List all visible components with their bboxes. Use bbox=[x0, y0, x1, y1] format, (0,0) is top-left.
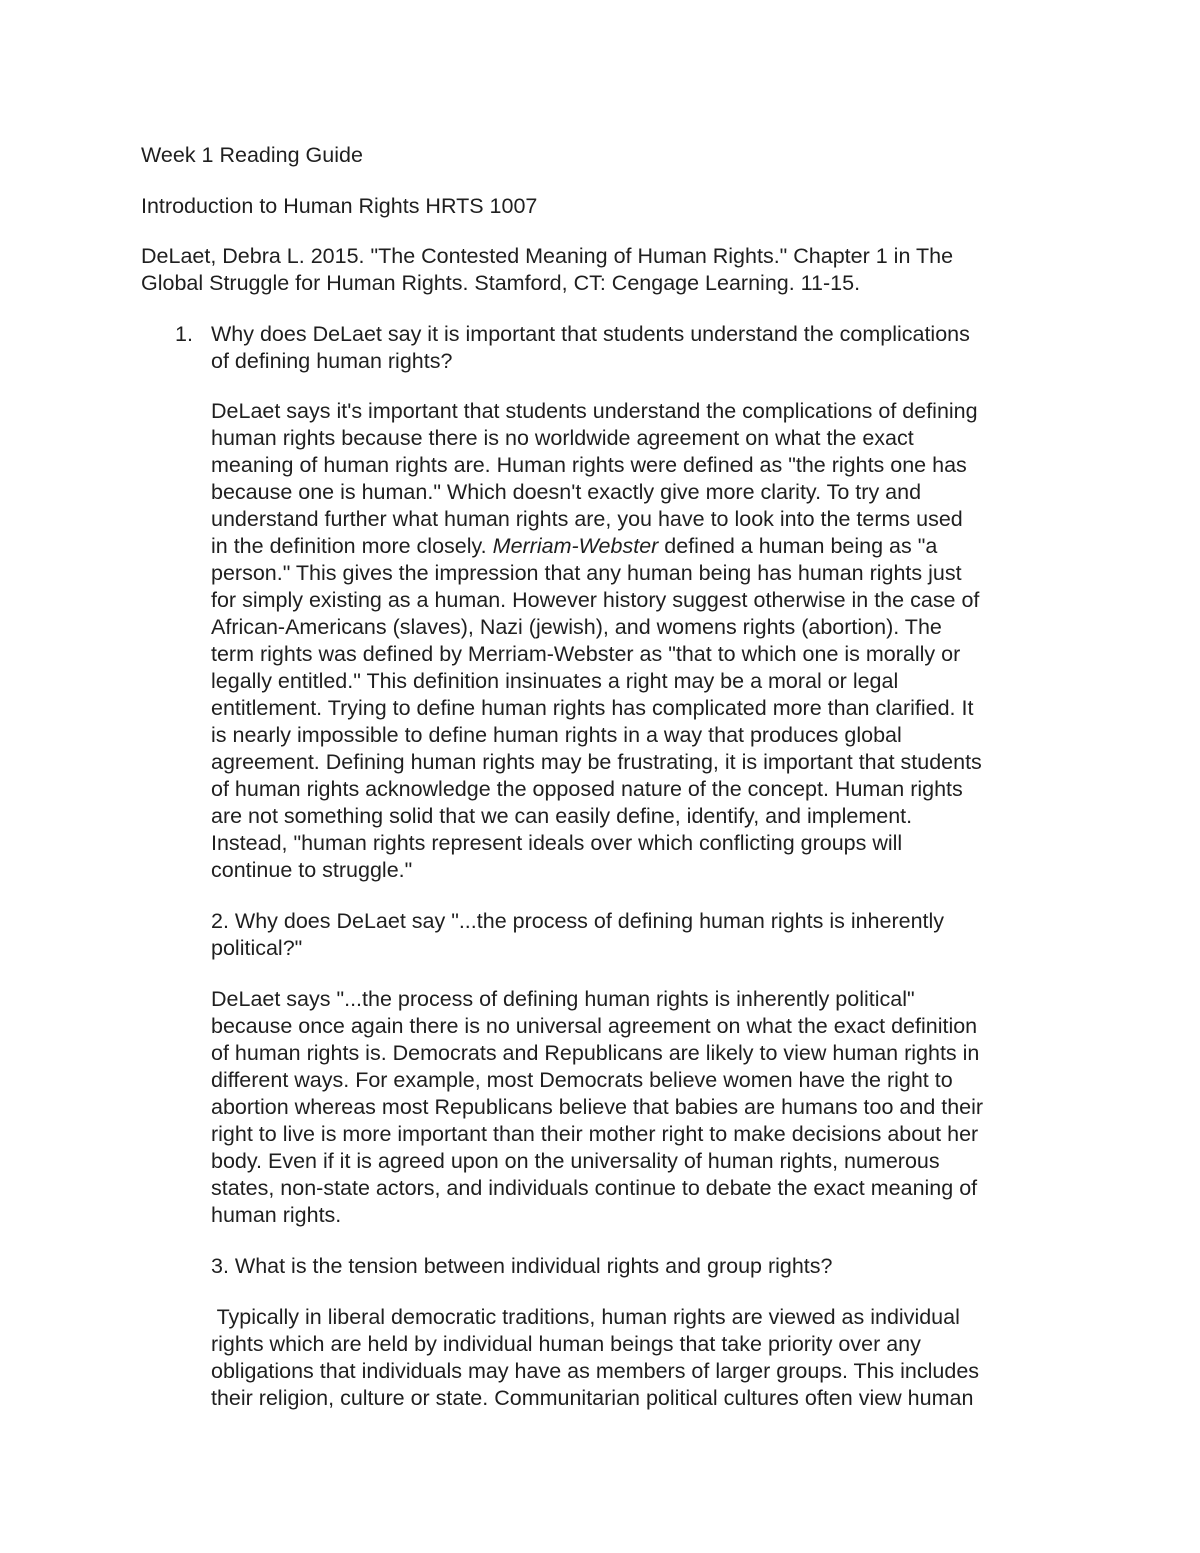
answer-line: right to live is more important than their mother right to make decisions about her bbox=[211, 1122, 979, 1146]
answer-line: DeLaet says it's important that students understand the complications of defining bbox=[211, 399, 978, 423]
question-number: 1. bbox=[175, 322, 193, 346]
answer-line: are not something solid that we can easily define, identify, and implement. bbox=[211, 804, 913, 828]
answer-line: states, non-state actors, and individuals continue to debate the exact meaning of bbox=[211, 1176, 978, 1200]
answer-line: abortion whereas most Republicans believe that babies are humans too and their bbox=[211, 1095, 984, 1119]
question-text: 2. Why does DeLaet say "...the process of defining human rights is inherently bbox=[211, 909, 945, 933]
question-text: 3. What is the tension between individual rights and group rights? bbox=[211, 1254, 833, 1278]
question-text: of defining human rights? bbox=[211, 349, 453, 373]
citation-line: DeLaet, Debra L. 2015. "The Contested Meaning of Human Rights." Chapter 1 in The bbox=[141, 244, 954, 268]
answer-line: their religion, culture or state. Communitarian political cultures often view human bbox=[211, 1386, 974, 1410]
answer-line: person." This gives the impression that any human being has human rights just bbox=[211, 561, 962, 585]
course-name: Introduction to Human Rights HRTS 1007 bbox=[141, 194, 538, 218]
answer-line: meaning of human rights are. Human rights were defined as "the rights one has bbox=[211, 453, 967, 477]
answer-line: because one is human." Which doesn't exactly give more clarity. To try and bbox=[211, 480, 922, 504]
answer-line: of human rights acknowledge the opposed nature of the concept. Human rights bbox=[211, 777, 963, 801]
answer-text: in the definition more closely. bbox=[211, 534, 487, 558]
answer-line: for simply existing as a human. However history suggest otherwise in the case of bbox=[211, 588, 980, 612]
answer-text: defined a human being as "a bbox=[658, 534, 938, 558]
answer-line: African-Americans (slaves), Nazi (jewish), and womens rights (abortion). The bbox=[211, 615, 942, 639]
answer-line: understand further what human rights are, you have to look into the terms used bbox=[211, 507, 963, 531]
answer-line: of human rights is. Democrats and Republicans are likely to view human rights in bbox=[211, 1041, 980, 1065]
answer-line: continue to struggle." bbox=[211, 858, 413, 882]
question-text: Why does DeLaet say it is important that students understand the complications bbox=[211, 322, 970, 346]
answer-line bbox=[211, 533, 937, 560]
answer-line: entitlement. Trying to define human rights has complicated more than clarified. It bbox=[211, 696, 974, 720]
answer-line: human rights because there is no worldwide agreement on what the exact bbox=[211, 426, 914, 450]
answer-line: Typically in liberal democratic traditions, human rights are viewed as individual bbox=[211, 1305, 960, 1329]
answer-line: agreement. Defining human rights may be frustrating, it is important that students bbox=[211, 750, 982, 774]
answer-line: DeLaet says "...the process of defining human rights is inherently political" bbox=[211, 987, 915, 1011]
document-title: Week 1 Reading Guide bbox=[141, 143, 363, 167]
answer-line: body. Even if it is agreed upon on the universality of human rights, numerous bbox=[211, 1149, 940, 1173]
answer-line: Instead, "human rights represent ideals over which conflicting groups will bbox=[211, 831, 903, 855]
answer-line: different ways. For example, most Democrats believe women have the right to bbox=[211, 1068, 953, 1092]
answer-line: human rights. bbox=[211, 1203, 342, 1227]
source-title-italic: Merriam-Webster bbox=[492, 534, 659, 558]
answer-line: because once again there is no universal agreement on what the exact definition bbox=[211, 1014, 978, 1038]
answer-line: is nearly impossible to define human rights in a way that produces global bbox=[211, 723, 902, 747]
citation-line: Global Struggle for Human Rights. Stamford, CT: Cengage Learning. 11-15. bbox=[141, 271, 861, 295]
answer-line: rights which are held by individual human beings that take priority over any bbox=[211, 1332, 921, 1356]
answer-line: legally entitled." This definition insinuates a right may be a moral or legal bbox=[211, 669, 899, 693]
answer-line: term rights was defined by Merriam-Webster as "that to which one is morally or bbox=[211, 642, 961, 666]
question-text: political?" bbox=[211, 936, 303, 960]
answer-line: obligations that individuals may have as members of larger groups. This includes bbox=[211, 1359, 980, 1383]
